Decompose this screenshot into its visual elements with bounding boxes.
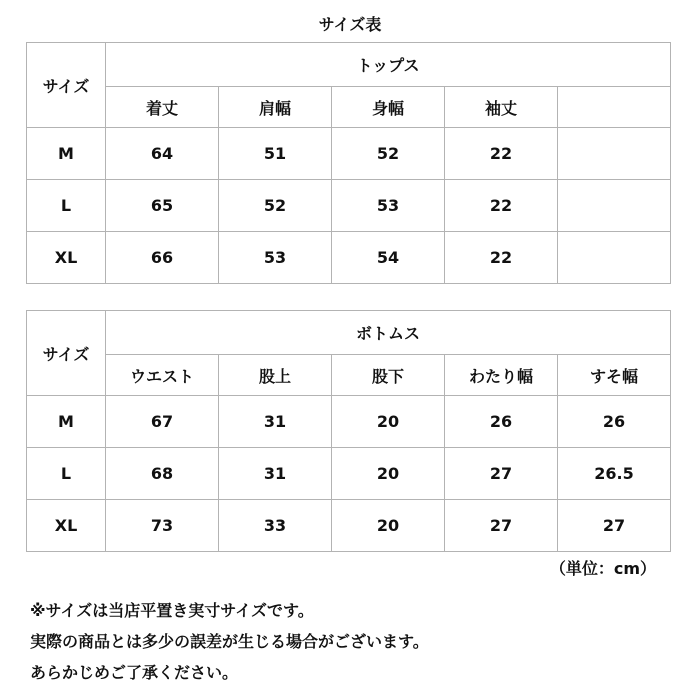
table-row [27,180,671,232]
table-cell: 27 [445,448,558,500]
size-label: M [27,396,106,448]
table-cell [558,180,671,232]
bottoms-column-header: 股下 [332,355,445,396]
tops-column-header: 袖丈 [445,87,558,128]
table-cell [558,232,671,284]
tops-column-header [558,87,671,128]
table-cell: 31 [219,448,332,500]
size-label: L [27,180,106,232]
bottoms-column-header: 股上 [219,355,332,396]
size-label: XL [27,232,106,284]
table-row [27,232,671,284]
table-cell: 20 [332,500,445,552]
size-label: L [27,448,106,500]
table-cell: 22 [445,128,558,180]
table-cell: 65 [106,180,219,232]
table-cell: 27 [445,500,558,552]
bottoms-column-header: わたり幅 [445,355,558,396]
tops-column-header: 肩幅 [219,87,332,128]
size-label: M [27,128,106,180]
notes [30,595,429,688]
table-cell: 33 [219,500,332,552]
table-cell: 73 [106,500,219,552]
tops-size-header: サイズ [27,43,106,128]
table-cell: 64 [106,128,219,180]
bottoms-column-header: すそ幅 [558,355,671,396]
tops-column-header: 身幅 [332,87,445,128]
note-line: ※サイズは当店平置き実寸サイズです。 [30,601,314,620]
table-cell [558,128,671,180]
table-cell: 20 [332,448,445,500]
table-cell: 22 [445,232,558,284]
table-row [27,128,671,180]
table-cell: 31 [219,396,332,448]
table-row [27,396,671,448]
table-cell: 26.5 [558,448,671,500]
table-cell: 52 [219,180,332,232]
table-row [27,500,671,552]
table-cell: 22 [445,180,558,232]
bottoms-size-table [26,310,671,552]
size-label: XL [27,500,106,552]
table-cell: 53 [332,180,445,232]
bottoms-group-header: ボトムス [106,311,671,355]
table-cell: 27 [558,500,671,552]
table-cell: 20 [332,396,445,448]
table-cell: 52 [332,128,445,180]
table-cell: 51 [219,128,332,180]
table-row [27,448,671,500]
tops-column-header: 着丈 [106,87,219,128]
table-cell: 53 [219,232,332,284]
tops-size-table [26,42,671,284]
table-cell: 68 [106,448,219,500]
table-cell: 54 [332,232,445,284]
bottoms-size-header: サイズ [27,311,106,396]
table-cell: 66 [106,232,219,284]
note-line: 実際の商品とは多少の誤差が生じる場合がございます。 [30,632,429,651]
table-cell: 26 [445,396,558,448]
unit-note: （単位：cm） [549,559,656,578]
bottoms-column-header: ウエスト [106,355,219,396]
tops-group-header: トップス [106,43,671,87]
size-chart-title: サイズ表 [318,15,382,34]
table-cell: 67 [106,396,219,448]
table-cell: 26 [558,396,671,448]
note-line: あらかじめご了承ください。 [30,663,239,682]
